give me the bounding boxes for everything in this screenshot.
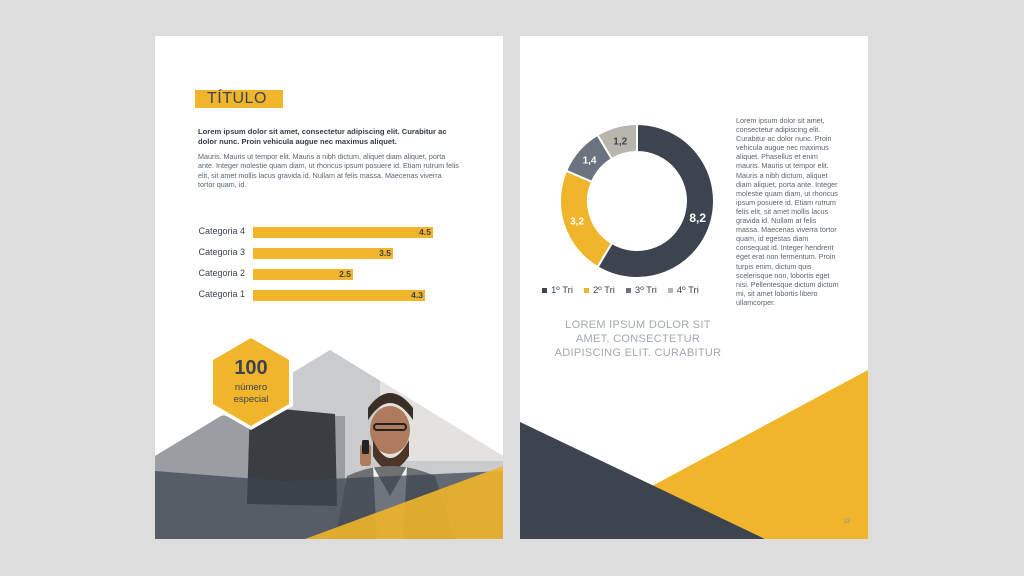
donut-value-label: 1,4 (582, 155, 597, 167)
legend-swatch (584, 288, 589, 293)
donut-value-label: 3,2 (570, 216, 585, 228)
legend-item (626, 285, 657, 296)
legend-item (668, 285, 699, 296)
highlight-number: 100 (234, 357, 268, 379)
chart-caption: LOREM IPSUM DOLOR SIT AMET, CONSECTETUR ADIPISCING ELIT. CURABITUR (554, 319, 722, 359)
bar-value-label: 3.5 (379, 248, 391, 258)
donut-value-label: 8,2 (689, 210, 707, 225)
lead-paragraph: Lorem ipsum dolor sit amet, consectetur adipiscing elit. Curabitur ac dolor nunc. Proin vehicula augue nec maximus aliquet. (198, 127, 447, 146)
page-title: TÍTULO (207, 90, 267, 107)
highlight-label-line1: número (234, 382, 268, 393)
bar (253, 227, 433, 238)
left-page (155, 36, 503, 539)
page-number: 13 (843, 519, 850, 525)
legend-swatch (626, 288, 631, 293)
bar (253, 290, 425, 301)
legend-swatch (668, 288, 673, 293)
bar (253, 269, 353, 280)
donut-slice (560, 171, 612, 267)
side-text: Lorem ipsum dolor sit amet, consectetur adipiscing elit. Curabitur ac dolor nunc. Proin vehicula augue nec maximus aliquet. Phasellus et enim mauris. Mauris ut tempor elit. Mauris a nibh dictum, aliquet diam aliquet, porta ante. Integer molestie quam diam, ut rhoncus ipsum posuere id. Etiam rutrum felis elit, sit amet mollis lacus gravida id. Nullam at felis massa. Maecenas viverra tortor quam, id egestas diam consequat id. Integer hendrerit eget erat non fermentum. Proin turpis enim, dictum quis scelerisque non, lobortis eget nisi. Pellentesque dictum dictum mi, sit amet lobortis libero ullamcorper. (736, 116, 839, 307)
right-page (520, 36, 868, 539)
legend-item (542, 285, 573, 296)
photo-collage (155, 36, 503, 539)
bar (253, 248, 393, 259)
donut-value-label: 1,2 (613, 136, 628, 148)
body-paragraph: Mauris. Mauris ut tempor elit. Mauris a nibh dictum, aliquet diam aliquet, porta ante. Integer molestie quam diam, ut rhoncus ipsum posuere id. Etiam rutrum felis elit, sit amet mollis lacus gravida id. Nullam at felis massa. Maecenas viverra tortor quam, id. (198, 152, 459, 190)
bar-value-label: 2.5 (339, 269, 351, 279)
legend-label: 2º Tri (592, 285, 615, 296)
donut-chart (552, 116, 722, 286)
bar-category-label: Categoria 2 (198, 268, 245, 278)
highlight-label-line2: especial (233, 394, 269, 405)
bar-category-label: Categoria 4 (198, 226, 245, 236)
legend-swatch (542, 288, 547, 293)
donut-legend (542, 285, 699, 296)
highlight-label (211, 382, 291, 406)
legend-label: 3º Tri (634, 285, 657, 296)
legend-item (584, 285, 615, 296)
bar-value-label: 4.5 (419, 227, 431, 237)
bar-value-label: 4.3 (411, 290, 423, 300)
legend-label: 4º Tri (676, 285, 699, 296)
bar-category-label: Categoria 1 (198, 289, 245, 299)
legend-label: 1º Tri (551, 285, 573, 296)
bar-category-label: Categoria 3 (198, 247, 245, 257)
